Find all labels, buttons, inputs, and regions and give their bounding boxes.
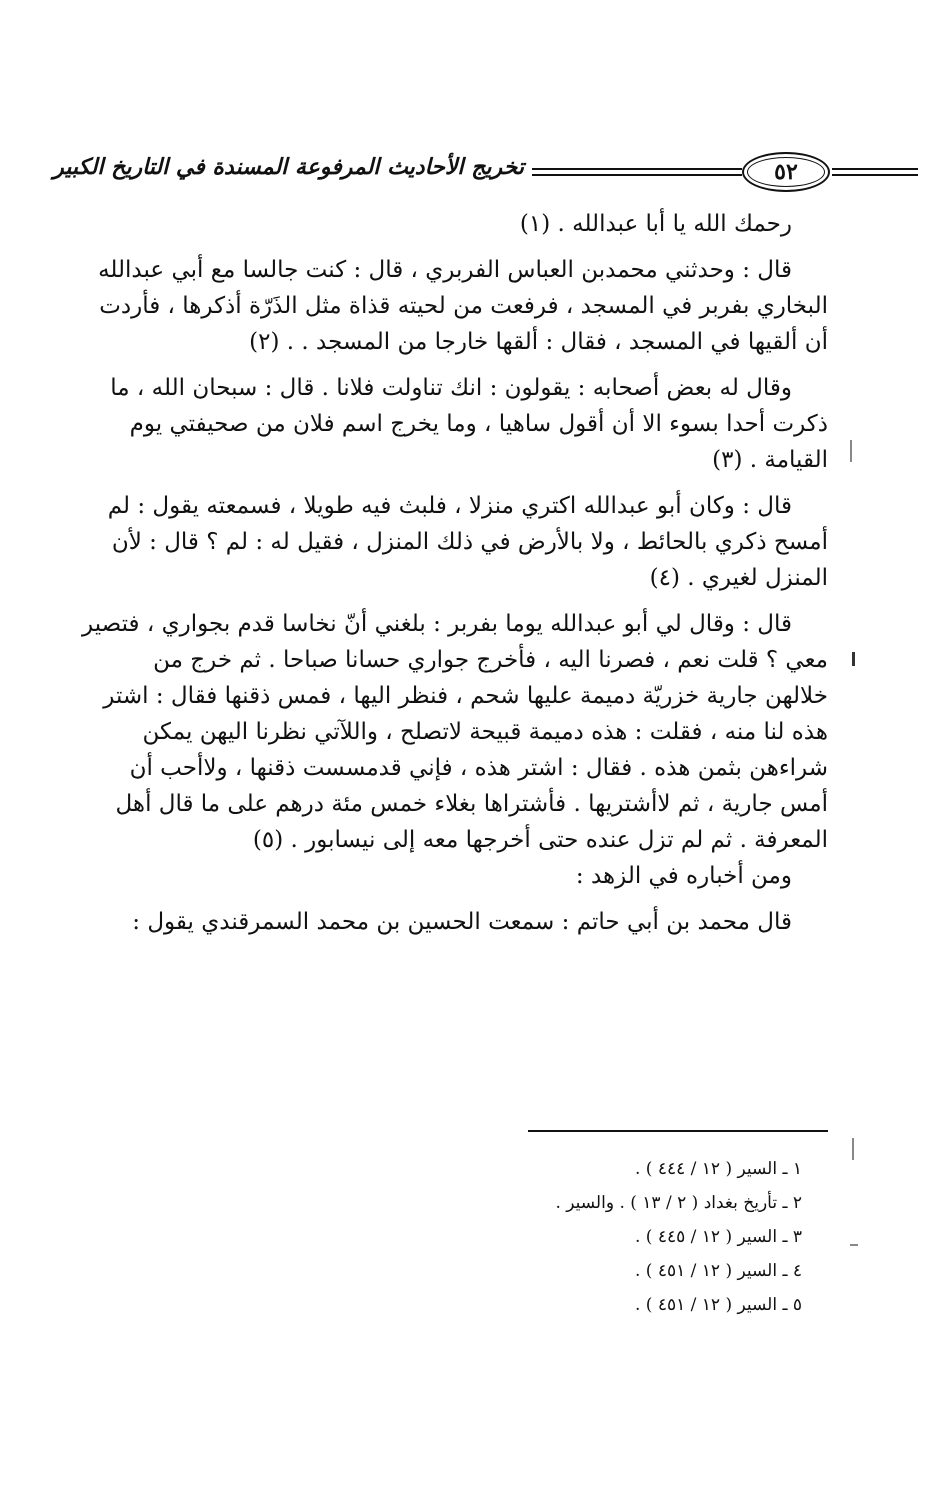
text-line: المعرفة . ثم لم تزل عنده حتى أخرجها معه إلى نيسابور . (٥) xyxy=(252,827,828,853)
page-number: ٥٢ xyxy=(774,159,798,185)
footnote: ٥ ـ السير ( ١٢ / ٤٥١ ) . xyxy=(634,1295,802,1315)
scan-margin-mark xyxy=(852,1138,854,1160)
text-line: أمسح ذكري بالحائط ، ولا بالأرض في ذلك المنزل ، فقيل له : لم ؟ قال : لأن xyxy=(111,529,828,555)
text-line: هذه لنا منه ، فقلت : هذه دميمة قبيحة لاتصلح ، واللآتي نظرنا اليهن يمكن xyxy=(142,719,828,745)
scan-margin-mark xyxy=(850,1244,858,1246)
footnote: ٤ ـ السير ( ١٢ / ٤٥١ ) . xyxy=(634,1261,802,1281)
text-line: شراءهن بثمن هذه . فقال : اشتر هذه ، فإني قدمسست ذقنها ، ولاأحب أن xyxy=(129,755,828,781)
text-line: قال : وقال لي أبو عبدالله يوما بفربر : بلغني أنّ نخاسا قدم بجواري ، فتصير xyxy=(82,611,792,637)
text-line: خلالهن جارية خزريّة دميمة عليها شحم ، فنظر اليها ، فمس ذقنها فقال : اشتر xyxy=(103,683,828,709)
footnote: ٣ ـ السير ( ١٢ / ٤٤٥ ) . xyxy=(634,1227,802,1247)
scan-margin-mark xyxy=(850,440,852,462)
text-line: قال : وكان أبو عبدالله اكتري منزلا ، فلبث فيه طويلا ، فسمعته يقول : لم xyxy=(107,493,792,519)
header-double-rule-middle xyxy=(532,168,742,176)
text-line: المنزل لغيري . (٤) xyxy=(649,565,828,591)
text-line: رحمك الله يا أبا عبدالله . (١) xyxy=(519,211,792,237)
footnote: ٢ ـ تأريخ بغداد ( ٢ / ١٣ ) . والسير . xyxy=(555,1193,802,1213)
running-title: تخريج الأحاديث المرفوعة المسندة في التاريخ الكبير xyxy=(53,154,524,180)
text-line: أمس جارية ، ثم لاأشتريها . فأشتراها بغلاء خمس مئة درهم على ما قال أهل xyxy=(115,791,828,817)
text-line: قال : وحدثني محمدبن العباس الفربري ، قال : كنت جالسا مع أبي عبدالله xyxy=(98,257,792,283)
scan-margin-mark xyxy=(852,652,855,666)
text-line: قال محمد بن أبي حاتم : سمعت الحسين بن محمد السمرقندي يقول : xyxy=(132,909,792,935)
text-line: البخاري بفربر في المسجد ، فرفعت من لحيته قذاة مثل الذَرّة أذكرها ، فأردت xyxy=(99,293,828,319)
text-line: معي ؟ قلت نعم ، فصرنا اليه ، فأخرج جواري حسانا صباحا . ثم خرج من xyxy=(153,647,828,673)
text-line: ومن أخباره في الزهد : xyxy=(575,863,792,889)
text-line: ذكرت أحدا بسوء الا أن أقول ساهيا ، وما يخرج اسم فلان من صحيفتي يوم xyxy=(129,411,828,437)
text-line: وقال له بعض أصحابه : يقولون : انك تناولت فلانا . قال : سبحان الله ، ما xyxy=(110,375,792,401)
text-line: أن ألقيها في المسجد ، فقال : ألقها خارجا من المسجد . . (٢) xyxy=(249,329,828,355)
main-text xyxy=(82,206,828,940)
footnote: ١ ـ السير ( ١٢ / ٤٤٤ ) . xyxy=(634,1159,802,1179)
text-line: القيامة . (٣) xyxy=(712,447,828,473)
page-header xyxy=(53,148,826,200)
page-number-frame xyxy=(742,152,830,192)
header-double-rule-right xyxy=(832,168,918,176)
footnote-separator xyxy=(528,1130,828,1132)
footnotes xyxy=(420,1152,828,1322)
